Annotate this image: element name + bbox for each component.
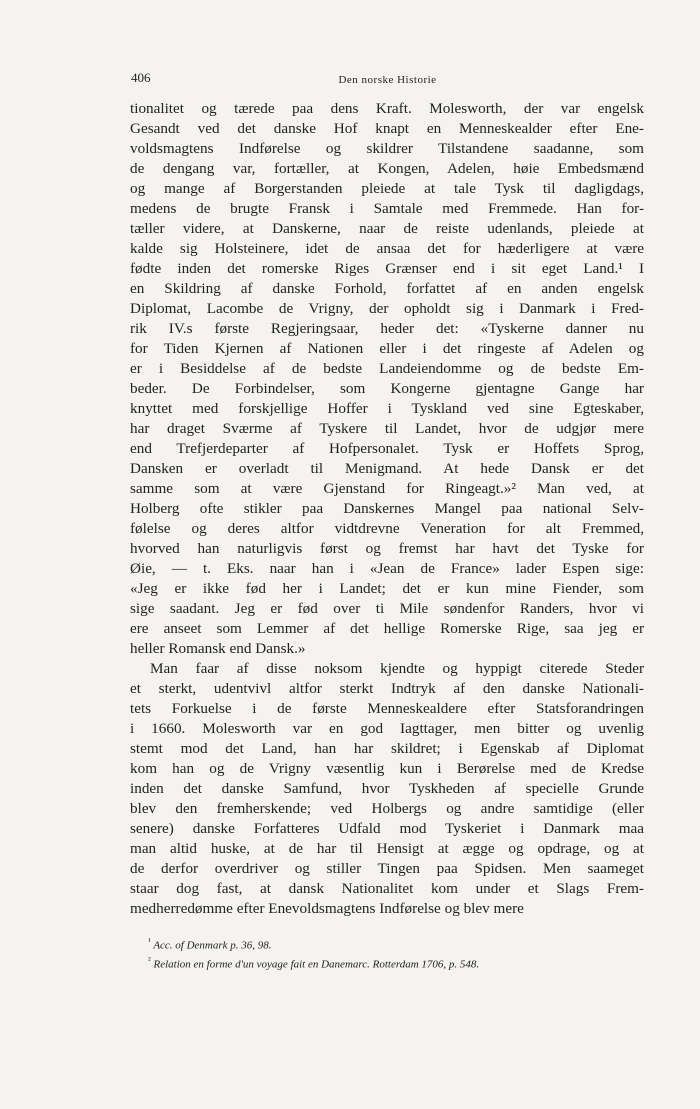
text-line: Holberg ofte stikler paa Danskernes Mangel paa national Selv- — [130, 500, 644, 517]
text-line: følelse og deres altfor vidtdrevne Veneration for alt Fremmed, — [130, 520, 644, 537]
text-line: i 1660. Molesworth var en god Iagttager, men bitter og uvenlig — [130, 720, 644, 737]
text-line: stemt mod det Land, han har skildret; i Egenskab af Diplomat — [130, 740, 644, 757]
footnotes — [148, 934, 648, 971]
text-line: en Skildring af danske Forhold, forfattet af en anden engelsk — [130, 280, 644, 297]
text-line: rik IV.s første Regjeringsaar, heder det: «Tyskerne danner nu — [130, 320, 644, 337]
body-text — [130, 99, 644, 919]
text-line: Man faar af disse noksom kjendte og hyppigt citerede Steder — [150, 660, 644, 677]
text-line: Gesandt ved det danske Hof knapt en Menneskealder efter Ene- — [130, 120, 644, 137]
footnote-2: $^{^2}$ Relation en forme d'un voyage fait en Danemarc. Rotterdam 1706, p. 548. — [148, 954, 480, 971]
text-line: tets Forkuelse i de første Menneskealdere efter Statsforandringen — [130, 700, 644, 717]
text-line: heller Romansk end Dansk.» — [130, 640, 306, 657]
text-line: tæller videre, at Danskerne, naar de reiste udenlands, pleiede at — [130, 220, 644, 237]
text-line: de derfor overdriver og stiller Tingen paa Spidsen. Men saameget — [130, 860, 644, 877]
text-line: kalde sig Holsteinere, idet de ansaa det for hæderligere at være — [130, 240, 644, 257]
text-line: og mange af Borgerstanden pleiede at tale Tysk til dagligdags, — [130, 180, 644, 197]
running-head: Den norske Historie — [338, 74, 437, 86]
text-line: man altid huske, at de har til Hensigt at ægge og opdrage, og at — [130, 840, 644, 857]
text-line: Dansken er overladt til Menigmand. At hede Dansk er det — [130, 460, 644, 477]
text-line: hvorved han naturligvis først og fremst har havt det Tyske for — [130, 540, 644, 557]
text-line: Diplomat, Lacombe de Vrigny, der opholdt sig i Danmark i Fred- — [130, 300, 644, 317]
text-line: medherredømme efter Enevoldsmagtens Indførelse og blev mere — [130, 900, 524, 917]
text-line: har draget Sværme af Tyskere til Landet, hvor de udgjør mere — [130, 420, 644, 437]
text-line: ere anseet som Lemmer af det hellige Romerske Rige, saa jeg er — [130, 620, 644, 637]
text-line: fødte inden det romerske Riges Grænser end i sit eget Land.¹ I — [130, 260, 644, 277]
text-line: blev den fremherskende; ved Holbergs og andre samtidige (eller — [130, 800, 644, 817]
text-line: samme som at være Gjenstand for Ringeagt.»² Man ved, at — [130, 480, 644, 497]
text-line: knyttet med forskjellige Hoffer i Tyskland ved sine Egteskaber, — [130, 400, 644, 417]
text-line: et sterkt, udentvivl altfor sterkt Indtryk af den danske Nationali- — [130, 680, 644, 697]
text-line: er i Besiddelse af de bedste Landeiendomme og de bedste Em- — [130, 360, 644, 377]
text-line: kom han og de Vrigny væsentlig kun i Berørelse med de Kredse — [130, 760, 644, 777]
text-line: inden det danske Samfund, hvor Tyskheden af specielle Grunde — [130, 780, 644, 797]
text-line: de dengang var, fortæller, at Kongen, Adelen, høie Embedsmænd — [130, 160, 644, 177]
text-line: end Trefjerdeparter af Hofpersonalet. Tysk er Hoffets Sprog, — [130, 440, 644, 457]
text-line: sige saadant. Jeg er fød over ti Mile søndenfor Randers, hvor vi — [130, 600, 644, 617]
text-line: tionalitet og tærede paa dens Kraft. Molesworth, der var engelsk — [130, 100, 644, 117]
text-line: for Tiden Kjernen af Nationen eller i det ringeste af Adelen og — [130, 340, 644, 357]
footnote-1: $^{^1}$ Acc. of Denmark p. 36, 98. — [148, 936, 272, 952]
text-line: senere) danske Forfatteres Udfald mod Tyskeriet i Danmark maa — [130, 820, 644, 837]
text-line: medens de brugte Fransk i Samtale med Fremmede. Han for- — [130, 200, 644, 217]
text-line: voldsmagtens Indførelse og skildrer Tilstandene saadanne, som — [130, 140, 644, 157]
page-number: 406 — [131, 70, 151, 85]
text-line: beder. De Forbindelser, som Kongerne gjentagne Gange har — [130, 380, 644, 397]
text-line: «Jeg er ikke fød her i Landet; det er kun mine Fiender, som — [130, 580, 644, 597]
text-line: staar dog fast, at dansk Nationalitet kom under et Slags Frem- — [130, 880, 644, 897]
text-line: Øie, — t. Eks. naar han i «Jean de France» lader Espen sige: — [130, 560, 644, 577]
